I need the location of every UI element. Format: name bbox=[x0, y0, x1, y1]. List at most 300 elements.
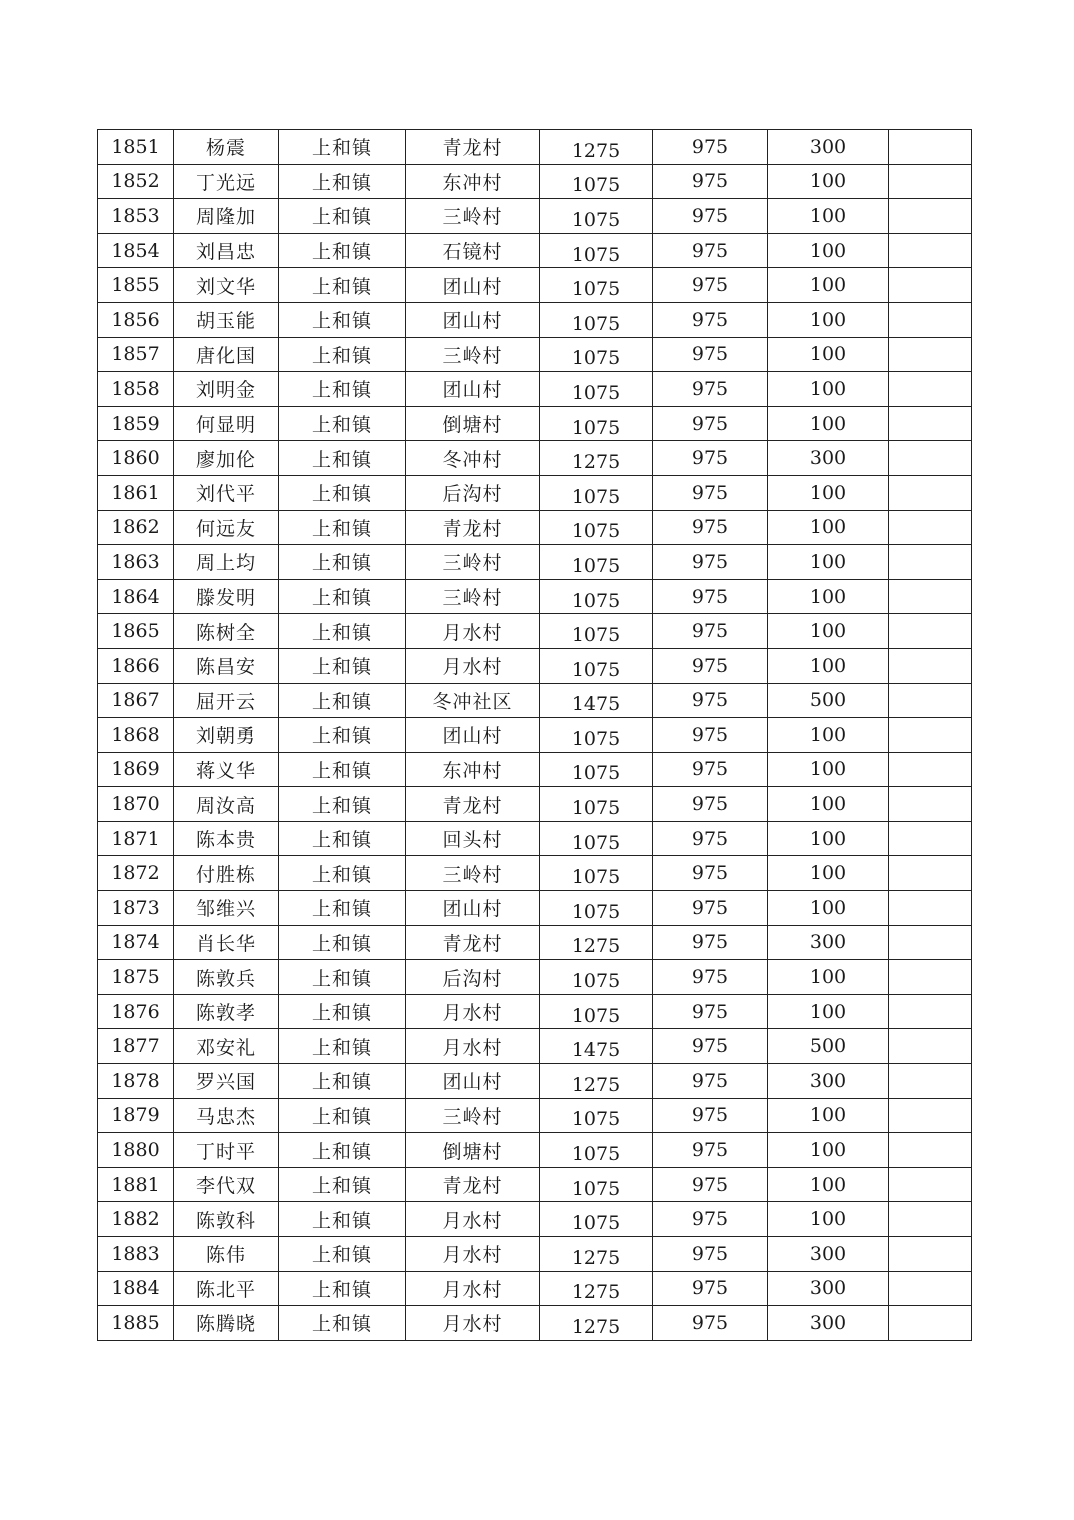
extra-amount-cell: 100 bbox=[768, 302, 889, 337]
person-name-cell: 刘代平 bbox=[174, 475, 279, 510]
person-name-cell: 刘昌忠 bbox=[174, 233, 279, 268]
person-name-cell: 肖长华 bbox=[174, 925, 279, 960]
row-number-cell: 1882 bbox=[98, 1202, 174, 1237]
total-amount-text: 1075 bbox=[571, 589, 621, 612]
village-cell: 三岭村 bbox=[406, 337, 540, 372]
base-amount-cell: 975 bbox=[653, 718, 768, 753]
town-cell: 上和镇 bbox=[279, 1306, 406, 1341]
base-amount-cell: 975 bbox=[653, 752, 768, 787]
village-cell: 青龙村 bbox=[406, 925, 540, 960]
total-amount-cell bbox=[540, 1202, 653, 1237]
total-amount-cell bbox=[540, 372, 653, 407]
extra-amount-cell: 300 bbox=[768, 441, 889, 476]
total-amount-cell bbox=[540, 199, 653, 234]
total-amount-cell bbox=[540, 164, 653, 199]
village-cell: 月水村 bbox=[406, 994, 540, 1029]
table-row bbox=[98, 787, 972, 822]
table-row bbox=[98, 1167, 972, 1202]
total-amount-cell bbox=[540, 718, 653, 753]
total-amount-cell bbox=[540, 233, 653, 268]
total-amount-text: 1075 bbox=[571, 1004, 621, 1027]
total-amount-cell bbox=[540, 510, 653, 545]
row-number-cell: 1880 bbox=[98, 1133, 174, 1168]
total-amount-text: 1075 bbox=[571, 831, 621, 854]
base-amount-cell: 975 bbox=[653, 994, 768, 1029]
note-cell bbox=[889, 648, 972, 683]
village-cell: 青龙村 bbox=[406, 787, 540, 822]
total-amount-cell bbox=[540, 960, 653, 995]
person-name-cell: 屈开云 bbox=[174, 683, 279, 718]
village-cell: 东冲村 bbox=[406, 752, 540, 787]
table-row bbox=[98, 1237, 972, 1272]
table-row bbox=[98, 821, 972, 856]
table-row bbox=[98, 372, 972, 407]
table-row bbox=[98, 648, 972, 683]
row-number-cell: 1868 bbox=[98, 718, 174, 753]
total-amount-text: 1075 bbox=[571, 624, 621, 647]
person-name-cell: 罗兴国 bbox=[174, 1064, 279, 1099]
note-cell bbox=[889, 994, 972, 1029]
total-amount-text: 1075 bbox=[571, 416, 621, 439]
person-name-cell: 陈敦科 bbox=[174, 1202, 279, 1237]
base-amount-cell: 975 bbox=[653, 510, 768, 545]
total-amount-cell bbox=[540, 614, 653, 649]
village-cell: 三岭村 bbox=[406, 545, 540, 580]
row-number-cell: 1884 bbox=[98, 1271, 174, 1306]
person-name-cell: 丁光远 bbox=[174, 164, 279, 199]
note-cell bbox=[889, 1306, 972, 1341]
row-number-cell: 1863 bbox=[98, 545, 174, 580]
village-cell: 回头村 bbox=[406, 821, 540, 856]
total-amount-text: 1075 bbox=[571, 900, 621, 923]
village-cell: 三岭村 bbox=[406, 199, 540, 234]
total-amount-cell bbox=[540, 1271, 653, 1306]
table-row bbox=[98, 233, 972, 268]
extra-amount-cell: 300 bbox=[768, 1064, 889, 1099]
extra-amount-cell: 100 bbox=[768, 614, 889, 649]
note-cell bbox=[889, 683, 972, 718]
table-row bbox=[98, 1029, 972, 1064]
note-cell bbox=[889, 1133, 972, 1168]
row-number-cell: 1872 bbox=[98, 856, 174, 891]
person-name-cell: 马忠杰 bbox=[174, 1098, 279, 1133]
person-name-cell: 陈树全 bbox=[174, 614, 279, 649]
person-name-cell: 陈北平 bbox=[174, 1271, 279, 1306]
base-amount-cell: 975 bbox=[653, 925, 768, 960]
person-name-cell: 周汝高 bbox=[174, 787, 279, 822]
row-number-cell: 1864 bbox=[98, 579, 174, 614]
note-cell bbox=[889, 199, 972, 234]
total-amount-text: 1075 bbox=[571, 381, 621, 404]
row-number-cell: 1853 bbox=[98, 199, 174, 234]
row-number-cell: 1855 bbox=[98, 268, 174, 303]
town-cell: 上和镇 bbox=[279, 1029, 406, 1064]
total-amount-text: 1275 bbox=[571, 139, 621, 162]
person-name-cell: 陈本贵 bbox=[174, 821, 279, 856]
town-cell: 上和镇 bbox=[279, 475, 406, 510]
table-row bbox=[98, 510, 972, 545]
town-cell: 上和镇 bbox=[279, 821, 406, 856]
table-row bbox=[98, 164, 972, 199]
extra-amount-cell: 100 bbox=[768, 1133, 889, 1168]
base-amount-cell: 975 bbox=[653, 1271, 768, 1306]
table-row bbox=[98, 994, 972, 1029]
base-amount-cell: 975 bbox=[653, 579, 768, 614]
total-amount-cell bbox=[540, 545, 653, 580]
row-number-cell: 1859 bbox=[98, 406, 174, 441]
note-cell bbox=[889, 510, 972, 545]
person-name-cell: 何显明 bbox=[174, 406, 279, 441]
extra-amount-cell: 100 bbox=[768, 1167, 889, 1202]
total-amount-cell bbox=[540, 648, 653, 683]
total-amount-cell bbox=[540, 406, 653, 441]
village-cell: 冬冲村 bbox=[406, 441, 540, 476]
town-cell: 上和镇 bbox=[279, 787, 406, 822]
village-cell: 青龙村 bbox=[406, 1167, 540, 1202]
person-name-cell: 刘朝勇 bbox=[174, 718, 279, 753]
base-amount-cell: 975 bbox=[653, 1167, 768, 1202]
person-name-cell: 廖加伦 bbox=[174, 441, 279, 476]
base-amount-cell: 975 bbox=[653, 1306, 768, 1341]
row-number-cell: 1860 bbox=[98, 441, 174, 476]
village-cell: 冬冲社区 bbox=[406, 683, 540, 718]
base-amount-cell: 975 bbox=[653, 787, 768, 822]
extra-amount-cell: 100 bbox=[768, 1202, 889, 1237]
extra-amount-cell: 100 bbox=[768, 406, 889, 441]
total-amount-text: 1075 bbox=[571, 278, 621, 301]
total-amount-text: 1075 bbox=[571, 174, 621, 197]
town-cell: 上和镇 bbox=[279, 164, 406, 199]
extra-amount-cell: 100 bbox=[768, 164, 889, 199]
total-amount-text: 1075 bbox=[571, 520, 621, 543]
row-number-cell: 1876 bbox=[98, 994, 174, 1029]
note-cell bbox=[889, 718, 972, 753]
table-row bbox=[98, 268, 972, 303]
extra-amount-cell: 100 bbox=[768, 648, 889, 683]
row-number-cell: 1857 bbox=[98, 337, 174, 372]
town-cell: 上和镇 bbox=[279, 718, 406, 753]
row-number-cell: 1852 bbox=[98, 164, 174, 199]
total-amount-cell bbox=[540, 752, 653, 787]
note-cell bbox=[889, 1237, 972, 1272]
village-cell: 倒塘村 bbox=[406, 1133, 540, 1168]
table-row bbox=[98, 130, 972, 165]
base-amount-cell: 975 bbox=[653, 372, 768, 407]
base-amount-cell: 975 bbox=[653, 268, 768, 303]
extra-amount-cell: 100 bbox=[768, 718, 889, 753]
village-cell: 月水村 bbox=[406, 614, 540, 649]
base-amount-cell: 975 bbox=[653, 1029, 768, 1064]
village-cell: 月水村 bbox=[406, 1202, 540, 1237]
town-cell: 上和镇 bbox=[279, 441, 406, 476]
total-amount-text: 1075 bbox=[571, 312, 621, 335]
base-amount-cell: 975 bbox=[653, 1202, 768, 1237]
person-name-cell: 胡玉能 bbox=[174, 302, 279, 337]
base-amount-cell: 975 bbox=[653, 821, 768, 856]
base-amount-cell: 975 bbox=[653, 199, 768, 234]
base-amount-cell: 975 bbox=[653, 233, 768, 268]
note-cell bbox=[889, 1098, 972, 1133]
town-cell: 上和镇 bbox=[279, 925, 406, 960]
row-number-cell: 1871 bbox=[98, 821, 174, 856]
extra-amount-cell: 100 bbox=[768, 199, 889, 234]
extra-amount-cell: 100 bbox=[768, 579, 889, 614]
table-row bbox=[98, 614, 972, 649]
total-amount-text: 1075 bbox=[571, 970, 621, 993]
village-cell: 团山村 bbox=[406, 268, 540, 303]
total-amount-text: 1075 bbox=[571, 1177, 621, 1200]
person-name-cell: 杨震 bbox=[174, 130, 279, 165]
note-cell bbox=[889, 925, 972, 960]
town-cell: 上和镇 bbox=[279, 1271, 406, 1306]
note-cell bbox=[889, 579, 972, 614]
row-number-cell: 1865 bbox=[98, 614, 174, 649]
person-name-cell: 李代双 bbox=[174, 1167, 279, 1202]
person-name-cell: 邹维兴 bbox=[174, 891, 279, 926]
person-name-cell: 滕发明 bbox=[174, 579, 279, 614]
person-name-cell: 邓安礼 bbox=[174, 1029, 279, 1064]
total-amount-text: 1075 bbox=[571, 658, 621, 681]
village-cell: 团山村 bbox=[406, 302, 540, 337]
base-amount-cell: 975 bbox=[653, 1098, 768, 1133]
total-amount-text: 1475 bbox=[571, 693, 621, 716]
extra-amount-cell: 100 bbox=[768, 268, 889, 303]
extra-amount-cell: 500 bbox=[768, 1029, 889, 1064]
village-cell: 三岭村 bbox=[406, 1098, 540, 1133]
row-number-cell: 1881 bbox=[98, 1167, 174, 1202]
note-cell bbox=[889, 614, 972, 649]
total-amount-cell bbox=[540, 787, 653, 822]
total-amount-text: 1275 bbox=[571, 935, 621, 958]
base-amount-cell: 975 bbox=[653, 1133, 768, 1168]
note-cell bbox=[889, 1167, 972, 1202]
base-amount-cell: 975 bbox=[653, 856, 768, 891]
note-cell bbox=[889, 302, 972, 337]
total-amount-cell bbox=[540, 925, 653, 960]
note-cell bbox=[889, 1064, 972, 1099]
base-amount-cell: 975 bbox=[653, 337, 768, 372]
note-cell bbox=[889, 1271, 972, 1306]
note-cell bbox=[889, 1029, 972, 1064]
extra-amount-cell: 300 bbox=[768, 130, 889, 165]
table-row bbox=[98, 683, 972, 718]
row-number-cell: 1869 bbox=[98, 752, 174, 787]
extra-amount-cell: 100 bbox=[768, 960, 889, 995]
total-amount-cell bbox=[540, 1064, 653, 1099]
town-cell: 上和镇 bbox=[279, 302, 406, 337]
base-amount-cell: 975 bbox=[653, 545, 768, 580]
village-cell: 月水村 bbox=[406, 1306, 540, 1341]
extra-amount-cell: 100 bbox=[768, 1098, 889, 1133]
town-cell: 上和镇 bbox=[279, 545, 406, 580]
total-amount-text: 1075 bbox=[571, 347, 621, 370]
town-cell: 上和镇 bbox=[279, 752, 406, 787]
note-cell bbox=[889, 960, 972, 995]
row-number-cell: 1867 bbox=[98, 683, 174, 718]
extra-amount-cell: 100 bbox=[768, 821, 889, 856]
table-row bbox=[98, 1271, 972, 1306]
extra-amount-cell: 100 bbox=[768, 337, 889, 372]
total-amount-text: 1275 bbox=[571, 1246, 621, 1269]
base-amount-cell: 975 bbox=[653, 683, 768, 718]
town-cell: 上和镇 bbox=[279, 1167, 406, 1202]
note-cell bbox=[889, 475, 972, 510]
village-cell: 月水村 bbox=[406, 1271, 540, 1306]
note-cell bbox=[889, 821, 972, 856]
extra-amount-cell: 100 bbox=[768, 994, 889, 1029]
village-cell: 倒塘村 bbox=[406, 406, 540, 441]
total-amount-cell bbox=[540, 441, 653, 476]
base-amount-cell: 975 bbox=[653, 614, 768, 649]
table-row bbox=[98, 406, 972, 441]
row-number-cell: 1875 bbox=[98, 960, 174, 995]
village-cell: 青龙村 bbox=[406, 510, 540, 545]
town-cell: 上和镇 bbox=[279, 406, 406, 441]
row-number-cell: 1854 bbox=[98, 233, 174, 268]
row-number-cell: 1874 bbox=[98, 925, 174, 960]
town-cell: 上和镇 bbox=[279, 1064, 406, 1099]
total-amount-text: 1075 bbox=[571, 208, 621, 231]
total-amount-text: 1075 bbox=[571, 554, 621, 577]
table-row bbox=[98, 441, 972, 476]
total-amount-cell bbox=[540, 1098, 653, 1133]
village-cell: 东冲村 bbox=[406, 164, 540, 199]
table-row bbox=[98, 925, 972, 960]
total-amount-cell bbox=[540, 1237, 653, 1272]
person-name-cell: 陈敦孝 bbox=[174, 994, 279, 1029]
base-amount-cell: 975 bbox=[653, 164, 768, 199]
table-row bbox=[98, 1098, 972, 1133]
table-row bbox=[98, 891, 972, 926]
total-amount-text: 1275 bbox=[571, 1073, 621, 1096]
note-cell bbox=[889, 545, 972, 580]
total-amount-cell bbox=[540, 475, 653, 510]
village-cell: 三岭村 bbox=[406, 856, 540, 891]
village-cell: 团山村 bbox=[406, 891, 540, 926]
total-amount-text: 1075 bbox=[571, 866, 621, 889]
note-cell bbox=[889, 268, 972, 303]
note-cell bbox=[889, 164, 972, 199]
total-amount-cell bbox=[540, 891, 653, 926]
extra-amount-cell: 100 bbox=[768, 233, 889, 268]
town-cell: 上和镇 bbox=[279, 648, 406, 683]
extra-amount-cell: 100 bbox=[768, 787, 889, 822]
town-cell: 上和镇 bbox=[279, 856, 406, 891]
village-cell: 后沟村 bbox=[406, 960, 540, 995]
extra-amount-cell: 100 bbox=[768, 752, 889, 787]
table-row bbox=[98, 960, 972, 995]
base-amount-cell: 975 bbox=[653, 1237, 768, 1272]
base-amount-cell: 975 bbox=[653, 130, 768, 165]
table-row bbox=[98, 1202, 972, 1237]
person-name-cell: 蒋义华 bbox=[174, 752, 279, 787]
note-cell bbox=[889, 337, 972, 372]
person-name-cell: 陈敦兵 bbox=[174, 960, 279, 995]
note-cell bbox=[889, 891, 972, 926]
town-cell: 上和镇 bbox=[279, 199, 406, 234]
total-amount-text: 1275 bbox=[571, 1315, 621, 1338]
table-row bbox=[98, 1064, 972, 1099]
base-amount-cell: 975 bbox=[653, 475, 768, 510]
note-cell bbox=[889, 787, 972, 822]
total-amount-text: 1075 bbox=[571, 797, 621, 820]
note-cell bbox=[889, 233, 972, 268]
base-amount-cell: 975 bbox=[653, 1064, 768, 1099]
table-row bbox=[98, 1306, 972, 1341]
total-amount-cell bbox=[540, 856, 653, 891]
extra-amount-cell: 100 bbox=[768, 475, 889, 510]
note-cell bbox=[889, 372, 972, 407]
row-number-cell: 1866 bbox=[98, 648, 174, 683]
row-number-cell: 1878 bbox=[98, 1064, 174, 1099]
row-number-cell: 1879 bbox=[98, 1098, 174, 1133]
person-name-cell: 付胜栋 bbox=[174, 856, 279, 891]
extra-amount-cell: 100 bbox=[768, 372, 889, 407]
extra-amount-cell: 100 bbox=[768, 545, 889, 580]
person-name-cell: 刘文华 bbox=[174, 268, 279, 303]
total-amount-cell bbox=[540, 683, 653, 718]
base-amount-cell: 975 bbox=[653, 302, 768, 337]
village-cell: 青龙村 bbox=[406, 130, 540, 165]
note-cell bbox=[889, 130, 972, 165]
person-name-cell: 周隆加 bbox=[174, 199, 279, 234]
row-number-cell: 1851 bbox=[98, 130, 174, 165]
row-number-cell: 1873 bbox=[98, 891, 174, 926]
row-number-cell: 1877 bbox=[98, 1029, 174, 1064]
person-name-cell: 何远友 bbox=[174, 510, 279, 545]
village-cell: 月水村 bbox=[406, 1029, 540, 1064]
row-number-cell: 1883 bbox=[98, 1237, 174, 1272]
total-amount-cell bbox=[540, 302, 653, 337]
village-cell: 团山村 bbox=[406, 1064, 540, 1099]
town-cell: 上和镇 bbox=[279, 233, 406, 268]
village-cell: 后沟村 bbox=[406, 475, 540, 510]
town-cell: 上和镇 bbox=[279, 268, 406, 303]
total-amount-cell bbox=[540, 1133, 653, 1168]
person-name-cell: 唐化国 bbox=[174, 337, 279, 372]
total-amount-text: 1075 bbox=[571, 243, 621, 266]
base-amount-cell: 975 bbox=[653, 406, 768, 441]
village-cell: 月水村 bbox=[406, 648, 540, 683]
table-row bbox=[98, 545, 972, 580]
note-cell bbox=[889, 856, 972, 891]
town-cell: 上和镇 bbox=[279, 994, 406, 1029]
town-cell: 上和镇 bbox=[279, 891, 406, 926]
town-cell: 上和镇 bbox=[279, 960, 406, 995]
table-row bbox=[98, 302, 972, 337]
note-cell bbox=[889, 752, 972, 787]
person-name-cell: 刘明金 bbox=[174, 372, 279, 407]
row-number-cell: 1870 bbox=[98, 787, 174, 822]
base-amount-cell: 975 bbox=[653, 960, 768, 995]
total-amount-text: 1075 bbox=[571, 1108, 621, 1131]
person-name-cell: 丁时平 bbox=[174, 1133, 279, 1168]
person-name-cell: 周上均 bbox=[174, 545, 279, 580]
person-name-cell: 陈腾晓 bbox=[174, 1306, 279, 1341]
total-amount-cell bbox=[540, 1029, 653, 1064]
extra-amount-cell: 500 bbox=[768, 683, 889, 718]
total-amount-cell bbox=[540, 1167, 653, 1202]
table-row bbox=[98, 856, 972, 891]
table-body bbox=[98, 130, 972, 1341]
note-cell bbox=[889, 441, 972, 476]
table-row bbox=[98, 199, 972, 234]
extra-amount-cell: 100 bbox=[768, 856, 889, 891]
table-row bbox=[98, 1133, 972, 1168]
table-row bbox=[98, 337, 972, 372]
extra-amount-cell: 300 bbox=[768, 1237, 889, 1272]
town-cell: 上和镇 bbox=[279, 1202, 406, 1237]
